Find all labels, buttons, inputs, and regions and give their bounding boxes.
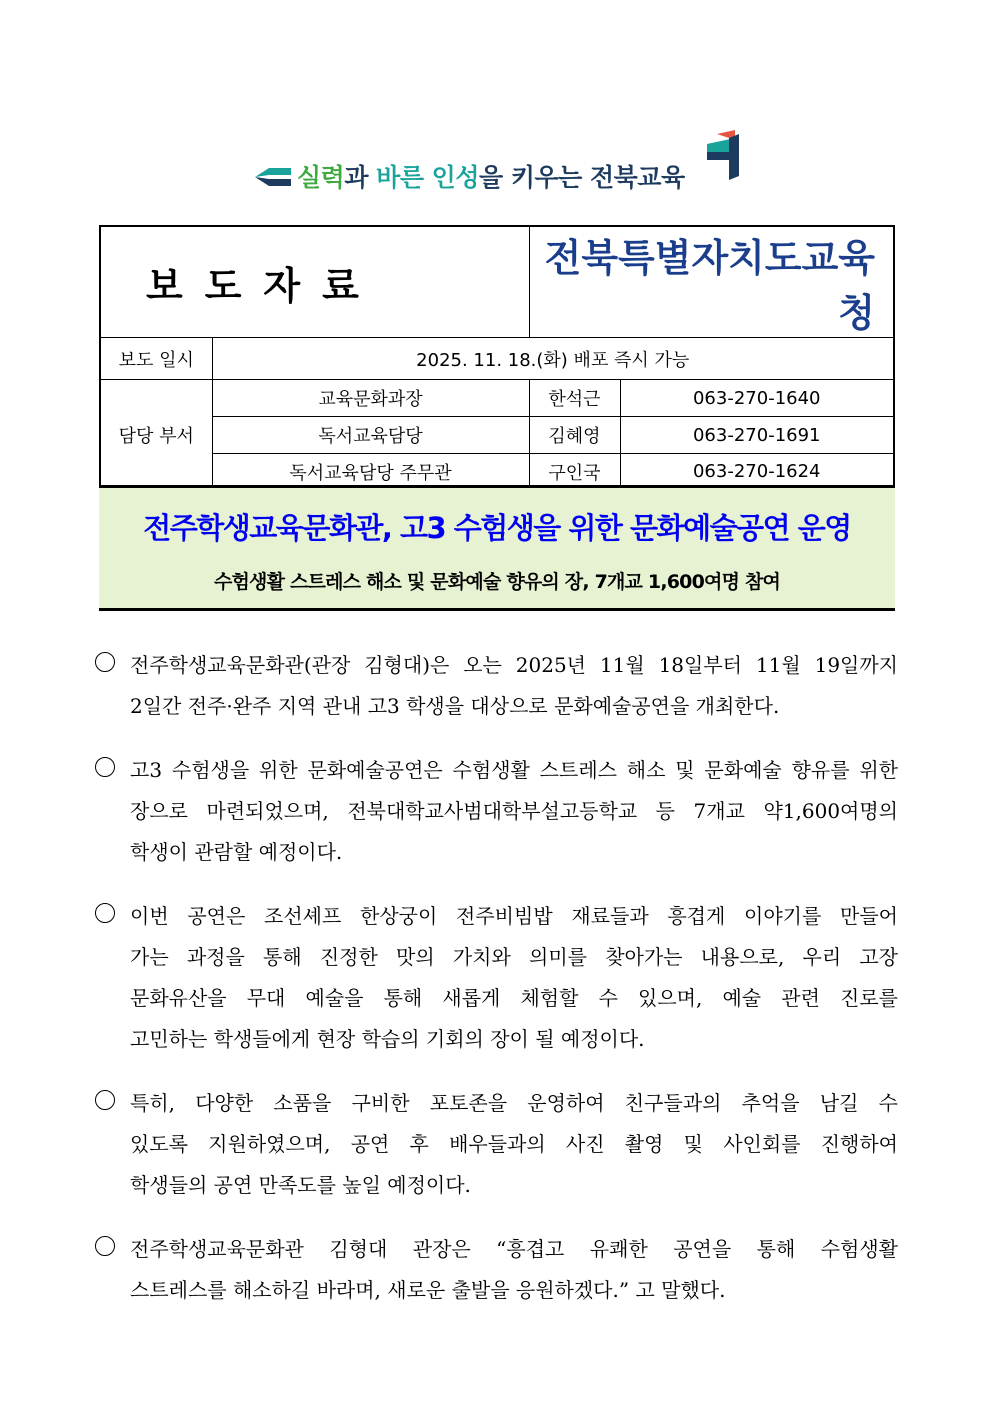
contact-name: 구인국: [529, 454, 620, 491]
paragraph: [93, 896, 898, 1060]
paragraph-line: 장으로 마련되었으며, 전북대학교사범대학부설고등학교 등 7개교 약1,600여명의: [130, 799, 898, 823]
circle-bullet-icon: [95, 652, 115, 672]
headline-subtitle: 수험생활 스트레스 해소 및 문화예술 향유의 장, 7개교 1,600여명 참여: [213, 571, 781, 593]
paragraph-line: 학생들의 공연 만족도를 높일 예정이다.: [130, 1173, 471, 1197]
paragraph: [93, 1083, 898, 1206]
slogan-text: [297, 158, 685, 194]
slogan-part: 실력: [297, 163, 345, 192]
release-info-table: [99, 225, 895, 492]
contact-phone: 063-270-1691: [620, 417, 894, 454]
arrow-up-logo-icon: [705, 130, 745, 190]
paragraph-line: 고3 수험생을 위한 문화예술공연은 수험생활 스트레스 해소 및 문화예술 향유를 위한: [130, 758, 898, 782]
headline-banner: [99, 485, 895, 611]
contact-phone: 063-270-1640: [620, 380, 894, 417]
circle-bullet-icon: [95, 1236, 115, 1256]
paragraph-line: 전주학생교육문화관(관장 김형대)은 오는 2025년 11월 18일부터 11월 19일까지: [130, 653, 898, 677]
circle-bullet-icon: [95, 903, 115, 923]
release-date-value: 2025. 11. 18.(화) 배포 즉시 가능: [212, 338, 894, 380]
headline-title: 전주학생교육문화관, 고3 수험생을 위한 문화예술공연 운영: [143, 511, 851, 545]
paragraph-line: 고민하는 학생들에게 현장 학습의 기회의 장이 될 예정이다.: [130, 1027, 645, 1051]
paragraph-line: 이번 공연은 조선셰프 한상궁이 전주비빔밥 재료들과 흥겹게 이야기를 만들어: [130, 904, 898, 928]
article-body: [93, 645, 898, 1334]
paragraph: [93, 1229, 898, 1311]
contact-dept: 독서교육담당 주무관: [212, 454, 529, 491]
release-date-label: 보도 일시: [100, 338, 212, 380]
paragraph-line: 학생이 관람할 예정이다.: [130, 840, 343, 864]
contact-dept: 교육문화과장: [212, 380, 529, 417]
contact-name: 한석근: [529, 380, 620, 417]
paragraph-line: 가는 과정을 통해 진정한 맛의 가치와 의미를 찾아가는 내용으로, 우리 고장: [130, 945, 898, 969]
contact-phone: 063-270-1624: [620, 454, 894, 491]
paragraph-line: 2일간 전주·완주 지역 관내 고3 학생을 대상으로 문화예술공연을 개최한다.: [130, 694, 780, 718]
contact-dept: 독서교육담당: [212, 417, 529, 454]
paragraph-line: 스트레스를 해소하길 바라며, 새로운 출발을 응원하겠다.” 고 말했다.: [130, 1278, 726, 1302]
arrow-left-logo-icon: [255, 166, 291, 188]
slogan-part: 바른 인성: [376, 163, 479, 192]
paragraph-line: 있도록 지원하였으며, 공연 후 배우들과의 사진 촬영 및 사인회를 진행하여: [130, 1132, 898, 1156]
organization-name: 전북특별자치도교육청: [529, 226, 894, 338]
department-label: 담당 부서: [100, 380, 212, 491]
contact-name: 김혜영: [529, 417, 620, 454]
slogan-part: 을 키우는 전북교육: [478, 163, 685, 192]
circle-bullet-icon: [95, 1090, 115, 1110]
slogan-part: 과: [344, 163, 377, 192]
paragraph-line: 전주학생교육문화관 김형대 관장은 “흥겹고 유쾌한 공연을 통해 수험생활: [130, 1237, 898, 1261]
paragraph: [93, 750, 898, 873]
paragraph-line: 문화유산을 무대 예술을 통해 새롭게 체험할 수 있으며, 예술 관련 진로를: [130, 986, 898, 1010]
paragraph: [93, 645, 898, 727]
slogan-logo: [255, 130, 745, 192]
circle-bullet-icon: [95, 757, 115, 777]
paragraph-line: 특히, 다양한 소품을 구비한 포토존을 운영하여 친구들과의 추억을 남길 수: [130, 1091, 898, 1115]
press-release-label: 보도자료: [100, 226, 529, 338]
